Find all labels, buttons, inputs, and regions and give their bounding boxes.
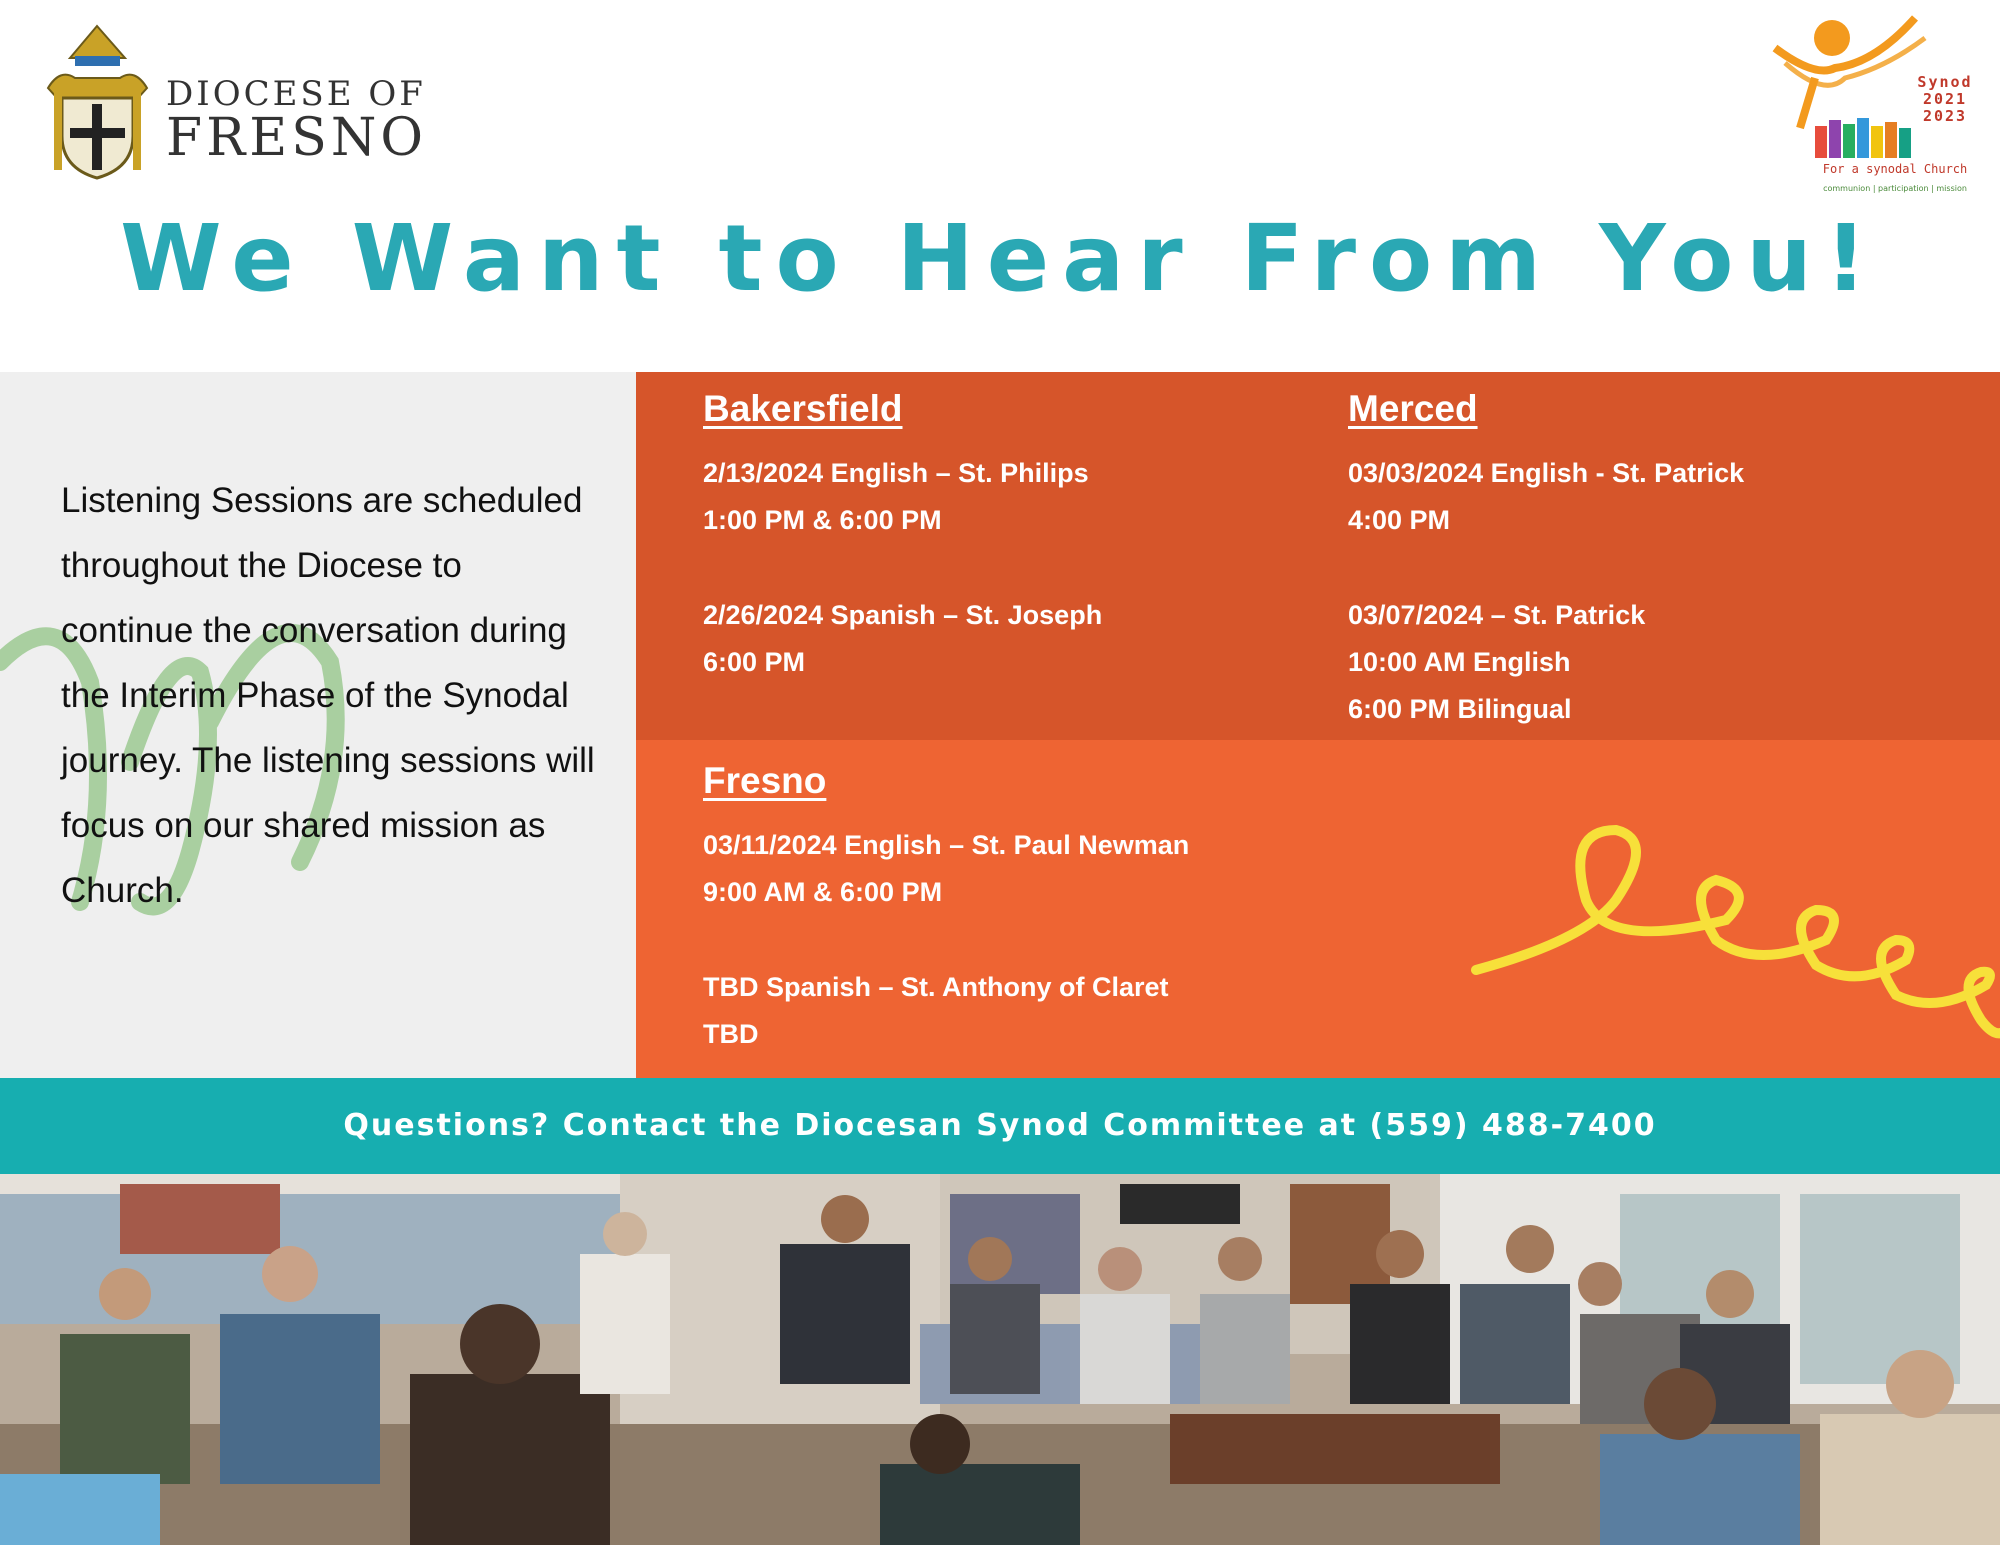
session-line: 6:00 PM	[703, 647, 806, 677]
location-merced	[1348, 388, 1744, 733]
synod-logo	[1755, 8, 1995, 198]
location-title: Bakersfield	[703, 388, 903, 429]
diocese-crest-icon	[40, 18, 155, 183]
synod-subtagline: communion | participation | mission	[1823, 184, 1967, 193]
session-line: TBD	[703, 1019, 759, 1049]
session-line: 9:00 AM & 6:00 PM	[703, 877, 943, 907]
session-line: 1:00 PM & 6:00 PM	[703, 505, 942, 535]
synod-year-start: 2021	[1922, 90, 1968, 108]
group-photo	[0, 1174, 2000, 1545]
diocese-name-line2: FRESNO	[166, 108, 427, 168]
intro-text: Listening Sessions are scheduled throughout the Diocese to continue the conversation during the Interim Phase of the Synodal journey. The listening sessions will focus on our shared mission as Church.	[61, 481, 595, 910]
location-fresno	[703, 760, 1189, 1058]
session-line: 03/03/2024 English - St. Patrick	[1348, 458, 1745, 488]
synod-word: Synod	[1917, 73, 1973, 91]
listening-session-photo	[0, 1174, 2000, 1545]
session-line: 10:00 AM English	[1348, 647, 1571, 677]
session-line: 03/07/2024 – St. Patrick	[1348, 600, 1646, 630]
diocese-name-line1: DIOCESE OF	[166, 74, 426, 114]
location-bakersfield	[703, 388, 1102, 686]
session-line: 2/13/2024 English – St. Philips	[703, 458, 1089, 488]
yellow-swirl-decoration	[1466, 800, 2000, 1040]
synod-year-end: 2023	[1922, 107, 1968, 125]
session-line: 03/11/2024 English – St. Paul Newman	[703, 830, 1190, 860]
intro-panel	[0, 372, 636, 1078]
session-line: 6:00 PM Bilingual	[1348, 694, 1572, 724]
sessions-top-block	[636, 372, 2000, 740]
sessions-bottom-block	[636, 740, 2000, 1078]
session-line: 4:00 PM	[1348, 505, 1451, 535]
header	[0, 0, 2000, 372]
location-title: Merced	[1348, 388, 1478, 429]
session-line: 2/26/2024 Spanish – St. Joseph	[703, 600, 1103, 630]
synod-tagline: For a synodal Church	[1822, 162, 1968, 176]
diocese-logo	[40, 18, 427, 183]
synod-label	[1895, 74, 1995, 125]
contact-bar: Questions? Contact the Diocesan Synod Committee at (559) 488-7400	[0, 1078, 2000, 1174]
location-title: Fresno	[703, 760, 827, 801]
headline: We Want to Hear From You!	[120, 205, 1880, 312]
session-line: TBD Spanish – St. Anthony of Claret	[703, 972, 1169, 1002]
